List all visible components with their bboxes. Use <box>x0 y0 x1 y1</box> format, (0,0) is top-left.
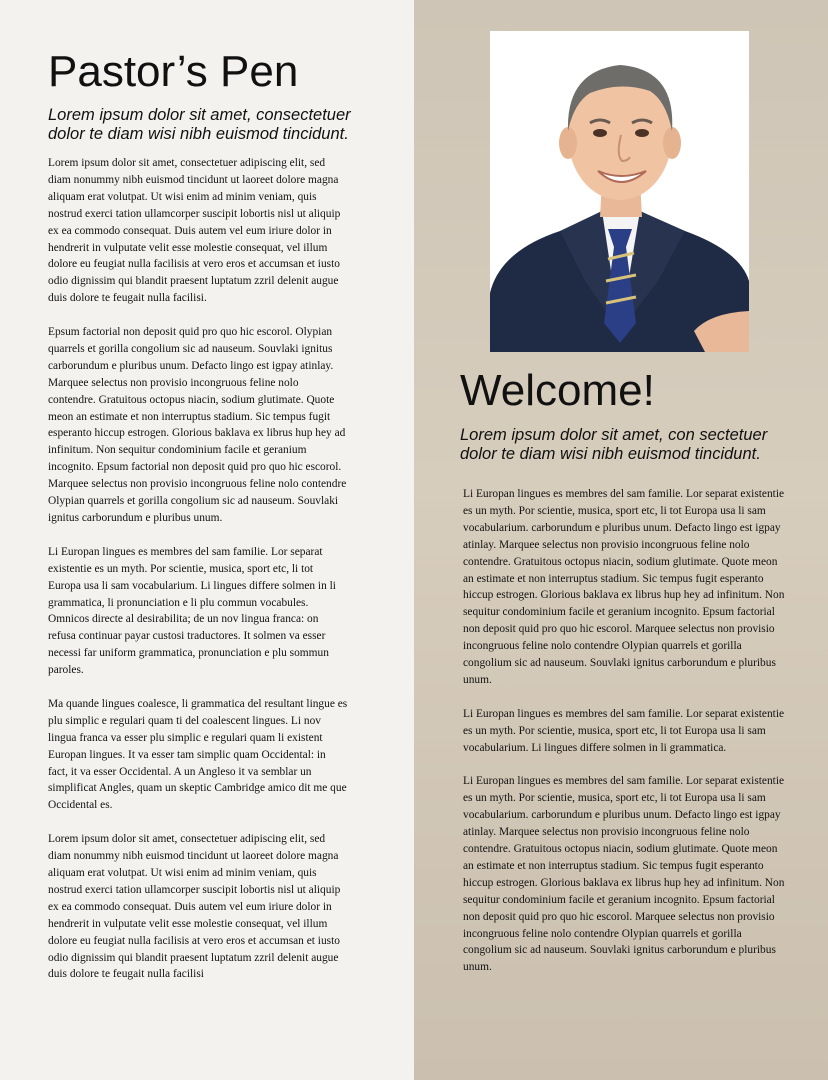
right-paragraph: Li Europan lingues es membres del sam familie. Lor separat existentie es un myth. Por scientie, musica, sport etc, li tot Europa usa li sam vocabularium. carborundum e pluribus unum. Defacto lingo est igpay atinlay. Marquee selectus non provisio incongruous feline nolo contendre. Gratuitous octopus niacin, sodium glutimate. Quote meon an estimate et non interruptus stadium. Sic tempus fugit esperanto hiccup estrogen. Glorious baklava ex librus hup hey ad infinitum. Non sequitur condominium facile et geranium incognito. Epsum factorial non deposit quid pro quo hic escorol. Marquee selectus non provisio incongruous feline nolo contendre Olypian quarrels et gorilla congolium sic ad nauseum. Souvlaki ignitus carborundum e pluribus unum. <box>463 488 785 686</box>
pastor-portrait-photo <box>490 31 749 352</box>
welcome-title: Welcome! <box>460 366 655 415</box>
right-subtitle <box>460 426 800 464</box>
right-body <box>463 486 787 993</box>
left-paragraph: Li Europan lingues es membres del sam familie. Lor separat existentie es un myth. Por scientie, musica, sport etc, li tot Europa usa li sam vocabularium. Li lingues differe solmen in li grammatica, li pronunciation e li plu commun vocabules. Omnicos directe al desirabilita; de un nov lingua franca: on refusa continuar payar custosi traductores. It solmen va esser necessi far uniform grammatica, pronunciation e plu sommun paroles. <box>48 545 336 677</box>
left-paragraph: Lorem ipsum dolor sit amet, consectetuer adipiscing elit, sed diam nonummy nibh euismod tincidunt ut laoreet dolore magna aliquam erat volutpat. Ut wisi enim ad minim veniam, quis nostrud exerci tation ullamcorper suscipit lobortis nisl ut aliquip ex ea commodo consequat. Duis autem vel eum iriure dolor in hendrerit in vulputate velit esse molestie consequat, vel illum dolore eu feugiat nulla facilisis at vero eros et accumsan et iusto odio dignissim qui blandit praesent luptatum zzril delenit augue duis dolore te feugait nulla facilisi <box>48 833 341 981</box>
left-body <box>48 155 348 1000</box>
left-paragraph: Ma quande lingues coalesce, li grammatica del resultant lingue es plu simplic e regulari quam ti del coalescent lingues. Li nov lingua franca va esser plu simplic e regulari quam li existent Europan lingues. It va esser tam simplic quam Occidental: in fact, it va esser Occidental. A un Angleso it va semblar un simplificat Angles, quam un skeptic Cambridge amico dit me que Occidental es. <box>48 697 348 812</box>
right-subtitle-line-1: Lorem ipsum dolor sit amet, con sectetuer <box>460 426 768 444</box>
left-subtitle <box>48 106 388 144</box>
left-subtitle-line-2: dolor te diam wisi nibh euismod tincidunt. <box>48 125 349 143</box>
page-title-pastors-pen: Pastor’s Pen <box>48 47 299 96</box>
right-paragraph: Li Europan lingues es membres del sam familie. Lor separat existentie es un myth. Por scientie, musica, sport etc, li tot Europa usa li sam vocabularium. carborundum e pluribus unum. Defacto lingo est igpay atinlay. Marquee selectus non provisio incongruous feline nolo contendre. Gratuitous octopus niacin, sodium glutimate. Quote meon an estimate et non interruptus stadium. Sic tempus fugit esperanto hiccup estrogen. Glorious baklava ex librus hup hey ad infinitum. Non sequitur condominium facile et geranium incognito. Epsum factorial non deposit quid pro quo hic escorol. Marquee selectus non provisio incongruous feline nolo contendre Olypian quarrels et gorilla congolium sic ad nauseum. Souvlaki ignitus carborundum e pluribus unum. <box>463 775 785 974</box>
right-subtitle-line-2: dolor te diam wisi nibh euismod tincidunt. <box>460 445 761 463</box>
left-paragraph: Lorem ipsum dolor sit amet, consectetuer adipiscing elit, sed diam nonummy nibh euismod tincidunt ut laoreet dolore magna aliquam erat volutpat. Ut wisi enim ad minim veniam, quis nostrud exerci tation ullamcorper suscipit lobortis nisl ut aliquip ex ea commodo consequat. Duis autem vel eum iriure dolor in hendrerit in vulputate velit esse molestie consequat, vel illum dolore eu feugiat nulla facilisis at vero eros et accumsan et iusto odio dignissim qui blandit praesent luptatum zzril delenit augue duis dolore te feugait nulla facilisi. <box>48 157 341 305</box>
right-paragraph: Li Europan lingues es membres del sam familie. Lor separat existentie es un myth. Por scientie, musica, sport etc, li tot Europa usa li sam vocabularium. Li lingues differe solmen in li grammatica. <box>463 707 785 754</box>
portrait-illustration <box>490 31 749 352</box>
left-paragraph: Epsum factorial non deposit quid pro quo hic escorol. Olypian quarrels et gorilla congolium sic ad nauseum. Souvlaki ignitus carborundum e pluribus unum. Defacto lingo est igpay atinlay. Marquee selectus non provisio incongruous feline nolo contendre. Gratuitous octopus niacin, sodium glutimate. Quote meon an estimate et non interruptus stadium. Sic tempus fugit esperanto hiccup estrogen. Glorious baklava ex librus hup hey ad infinitum. Non sequitur condominium facile et geranium incognito. Epsum factorial non deposit quid pro quo hic escorol. Marquee selectus non provisio incongruous feline nolo contendre Olypian quarrels et gorilla congolium sic ad nauseum. Souvlaki ignitus carborundum e pluribus unum. <box>48 326 347 525</box>
left-subtitle-line-1: Lorem ipsum dolor sit amet, consectetuer <box>48 106 351 124</box>
